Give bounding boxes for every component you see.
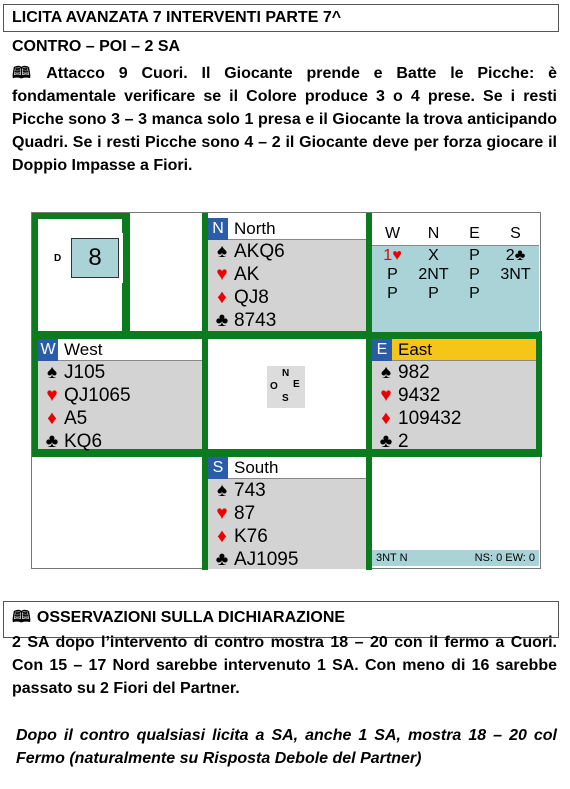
bid-cell: 3NT — [500, 266, 531, 283]
bid-header: S — [510, 225, 521, 242]
bid-cell: 2NT — [418, 266, 449, 283]
heart-icon: ♥ — [380, 384, 392, 406]
heart-icon: ♥ — [46, 384, 58, 406]
south-hand — [208, 457, 366, 569]
east-spades: 982 — [398, 361, 430, 383]
north-clubs: 8743 — [234, 309, 277, 331]
section-subtitle: CONTRO – POI – 2 SA — [12, 38, 181, 55]
south-spades: 743 — [234, 479, 266, 501]
intro-paragraph — [12, 62, 557, 177]
intro-text: Attacco 9 Cuori. Il Giocante prende e Batte le Picche: è fondamentale verificare se il Colore produce 3 o 4 prese. Se i resti Picche sono 3 – 3 manca solo 1 presa e il Giocante la trova anticipando Quadri. Se i resti Picche sono 4 – 2 il Giocante deve per forza giocare il Doppio Impasse a Fiori. — [12, 65, 557, 174]
east-badge: E — [372, 339, 392, 361]
east-hearts: 9432 — [398, 384, 441, 406]
east-name: East — [398, 339, 433, 359]
west-diamonds: A5 — [64, 407, 88, 429]
compass-s: S — [282, 393, 289, 404]
bid-cell — [495, 284, 536, 303]
page-header — [3, 4, 559, 32]
bid-cell: P — [469, 266, 480, 283]
bid-header: E — [469, 225, 480, 242]
section2-text: 2 SA dopo l’intervento di contro mostra 18 – 20 con il fermo a Cuori. Con 15 – 17 Nord sarebbe intervenuto 1 SA. Con meno di 16 sarebbe passato su 2 Fiori del Partner. — [12, 634, 557, 697]
diamond-icon: ♦ — [47, 407, 57, 429]
spade-icon: ♠ — [46, 361, 58, 383]
west-spades: J105 — [64, 361, 106, 383]
club-icon: ♣ — [45, 430, 59, 452]
bid-cell: P — [469, 247, 480, 264]
west-name: West — [64, 339, 103, 359]
south-diamonds: K76 — [234, 525, 268, 547]
page-title: LICITA AVANZATA 7 INTERVENTI PARTE 7^ — [12, 9, 342, 26]
club-icon: ♣ — [379, 430, 393, 452]
spade-icon: ♠ — [216, 240, 228, 262]
north-spades: AKQ6 — [234, 240, 285, 262]
north-hearts: AK — [234, 263, 260, 285]
vulnerability: NS: 0 EW: 0 — [474, 552, 535, 564]
west-hearts: QJ1065 — [64, 384, 131, 406]
heart-icon: ♥ — [216, 263, 228, 285]
west-badge: W — [38, 339, 58, 361]
diamond-icon: ♦ — [217, 286, 227, 308]
deal-number: 8 — [71, 238, 119, 278]
bid-cell: P — [428, 285, 439, 302]
compass-e: E — [293, 379, 300, 390]
dealer-label: D — [54, 253, 62, 264]
bid-header: W — [384, 225, 401, 242]
club-icon: ♣ — [215, 548, 229, 570]
club-icon: ♣ — [215, 309, 229, 331]
west-clubs: KQ6 — [64, 430, 103, 452]
south-badge: S — [208, 457, 228, 479]
bidding-table — [372, 224, 539, 332]
bid-cell: P — [387, 285, 398, 302]
section2-title: OSSERVAZIONI SULLA DICHIARAZIONE — [36, 609, 346, 626]
bid-cell: P — [469, 285, 480, 302]
heart-icon: ♥ — [216, 502, 228, 524]
deal-box — [49, 233, 123, 283]
south-name: South — [234, 457, 279, 477]
section2-italic: Dopo il contro qualsiasi licita a SA, anche 1 SA, mostra 18 – 20 col Fermo (naturalmente su Risposta Debole del Partner) — [16, 727, 557, 767]
north-hand — [208, 218, 366, 331]
bid-cell: X — [428, 247, 439, 264]
book-icon: 🕮 — [12, 609, 31, 626]
bid-cell: 2♣ — [505, 247, 526, 264]
bid-cell: 1♥ — [383, 247, 402, 264]
bridge-board — [31, 212, 541, 569]
north-badge: N — [208, 218, 228, 240]
spade-icon: ♠ — [216, 479, 228, 501]
compass — [267, 366, 305, 408]
book-icon: 🕮 — [12, 65, 41, 82]
east-hand — [372, 339, 536, 452]
diamond-icon: ♦ — [217, 525, 227, 547]
compass-n: N — [282, 368, 290, 379]
east-clubs: 2 — [398, 430, 409, 452]
south-clubs: AJ1095 — [234, 548, 299, 570]
bid-header: N — [427, 225, 440, 242]
bid-cell: P — [387, 266, 398, 283]
south-hearts: 87 — [234, 502, 256, 524]
east-diamonds: 109432 — [398, 407, 462, 429]
north-name: North — [234, 218, 276, 238]
diamond-icon: ♦ — [381, 407, 391, 429]
compass-o: O — [270, 381, 278, 392]
north-diamonds: QJ8 — [234, 286, 269, 308]
contract: 3NT N — [376, 552, 408, 564]
spade-icon: ♠ — [380, 361, 392, 383]
contract-status — [372, 550, 539, 566]
west-hand — [38, 339, 202, 452]
